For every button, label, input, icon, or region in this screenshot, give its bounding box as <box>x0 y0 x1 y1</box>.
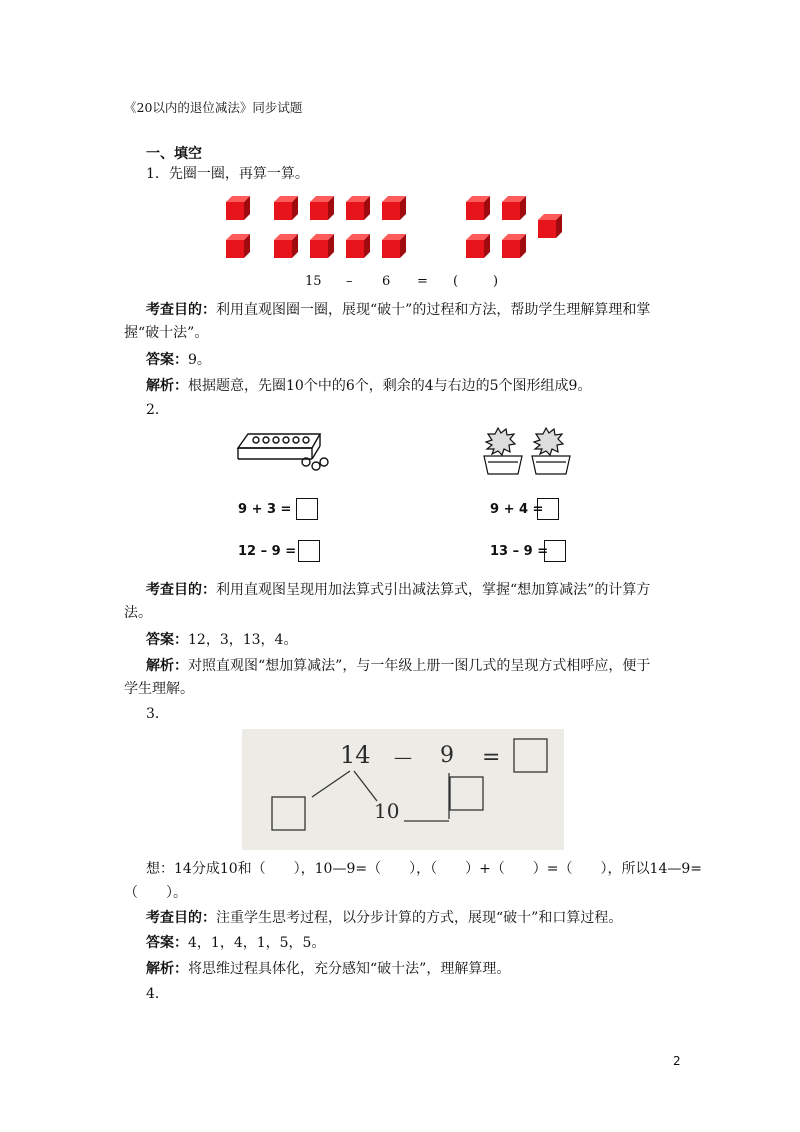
q3-diagram-lines <box>242 729 564 850</box>
cube <box>274 234 298 258</box>
cube <box>466 234 490 258</box>
q2-goal <box>146 580 650 600</box>
cube-row-top <box>226 196 526 220</box>
goal-text: 利用直观图圈一圈，展现“破十”的过程和方法，帮助学生理解算理和掌 <box>216 302 651 318</box>
cube <box>502 196 526 220</box>
q3-fig-14: 14 <box>340 741 371 769</box>
answer-text: 12，3，13，4。 <box>188 632 298 648</box>
cube <box>382 196 406 220</box>
q3-figure <box>242 729 564 850</box>
q3-number: 3． <box>146 706 169 722</box>
q1-analysis <box>146 376 591 396</box>
q4-number: 4． <box>146 986 169 1002</box>
q3-box-split <box>272 797 305 830</box>
analysis-label: 解析： <box>146 961 188 977</box>
section-heading: 一、填空 <box>146 146 202 162</box>
goal-text: 利用直观图呈现用加法算式引出减法算式，掌握“想加算减法”的计算方 <box>216 582 651 598</box>
q1-eq-minus: – <box>346 274 353 289</box>
goal-label: 考查目的： <box>146 302 216 318</box>
q1-answer <box>146 350 211 370</box>
cube <box>382 234 406 258</box>
q2-eq-sub-2: 13 – 9 = <box>490 544 549 559</box>
q2-answer-box <box>296 498 318 520</box>
analysis-text: 根据题意，先圈10个中的6个，剩余的4与右边的5个图形组成9。 <box>188 378 592 394</box>
q3-goal <box>146 908 622 928</box>
q1-goal-cont: 握“破十法”。 <box>124 325 209 341</box>
q3-box-result <box>514 739 547 772</box>
q3-fig-minus: — <box>394 747 412 768</box>
document-title: 《20以内的退位减法》同步试题 <box>124 100 303 115</box>
cube <box>346 234 370 258</box>
cube <box>502 234 526 258</box>
q2-eq-add-1: 9 + 3 = <box>238 502 292 517</box>
q1-eq-rparen: ) <box>493 274 499 289</box>
q1-eq-15: 15 <box>305 274 322 289</box>
goal-text: 注重学生思考过程，以分步计算的方式，展现“破十”和口算过程。 <box>216 910 623 926</box>
goal-label: 考查目的： <box>146 910 216 926</box>
q2-eq-sub-1: 12 – 9 = <box>238 544 297 559</box>
q1-eq-lparen: ( <box>453 274 459 289</box>
q3-box-sub <box>450 777 483 810</box>
flower-pot-icon <box>484 428 522 474</box>
cube-row-bottom <box>226 234 526 258</box>
q2-answer <box>146 630 297 650</box>
cube <box>226 196 250 220</box>
answer-text: 4，1，4，1，5，5。 <box>188 935 326 951</box>
cube <box>310 196 334 220</box>
q3-answer <box>146 933 325 953</box>
flower-pot-icon <box>532 428 570 474</box>
cube <box>226 234 250 258</box>
answer-label: 答案： <box>146 352 188 368</box>
page-number: 2 <box>673 1054 681 1068</box>
answer-text: 9。 <box>188 352 211 368</box>
q2-illustrations <box>232 426 572 486</box>
q1-goal <box>146 300 650 320</box>
q2-answer-box <box>298 540 320 562</box>
cube <box>466 196 490 220</box>
egg-carton-icon <box>238 434 328 470</box>
analysis-label: 解析： <box>146 378 188 394</box>
q1-eq-equals: = <box>417 274 428 289</box>
q1-cubes-figure <box>222 190 574 262</box>
cube <box>538 214 562 238</box>
q3-fig-10: 10 <box>374 799 400 823</box>
q3-fig-equals: = <box>482 745 501 770</box>
cube <box>346 196 370 220</box>
q2-eq-add-2: 9 + 4 = <box>490 502 544 517</box>
analysis-text: 对照直观图“想加算减法”，与一年级上册一图几式的呈现方式相呼应，便于 <box>188 658 651 674</box>
cube <box>310 234 334 258</box>
goal-label: 考查目的： <box>146 582 216 598</box>
analysis-text: 将思维过程具体化，充分感知“破十法”，理解算理。 <box>188 961 511 977</box>
answer-label: 答案： <box>146 632 188 648</box>
q2-answer-box <box>537 498 559 520</box>
q2-answer-box <box>544 540 566 562</box>
q1-prompt: 1．先圈一圈，再算一算。 <box>146 166 309 182</box>
q2-number: 2． <box>146 402 169 418</box>
q3-fig-9: 9 <box>440 743 454 768</box>
answer-label: 答案： <box>146 935 188 951</box>
cube <box>274 196 298 220</box>
q2-analysis-cont: 学生理解。 <box>124 681 194 697</box>
q2-figure <box>232 426 572 572</box>
q2-goal-cont: 法。 <box>124 605 152 621</box>
q3-think-1: 想：14分成10和（ ），10—9=（ ），（ ）+（ ）=（ ），所以14—9= <box>146 861 702 877</box>
q3-think-2: （ ）。 <box>124 885 187 901</box>
q3-analysis <box>146 959 510 979</box>
analysis-label: 解析： <box>146 658 188 674</box>
q1-eq-6: 6 <box>382 274 391 289</box>
q2-analysis <box>146 656 650 676</box>
